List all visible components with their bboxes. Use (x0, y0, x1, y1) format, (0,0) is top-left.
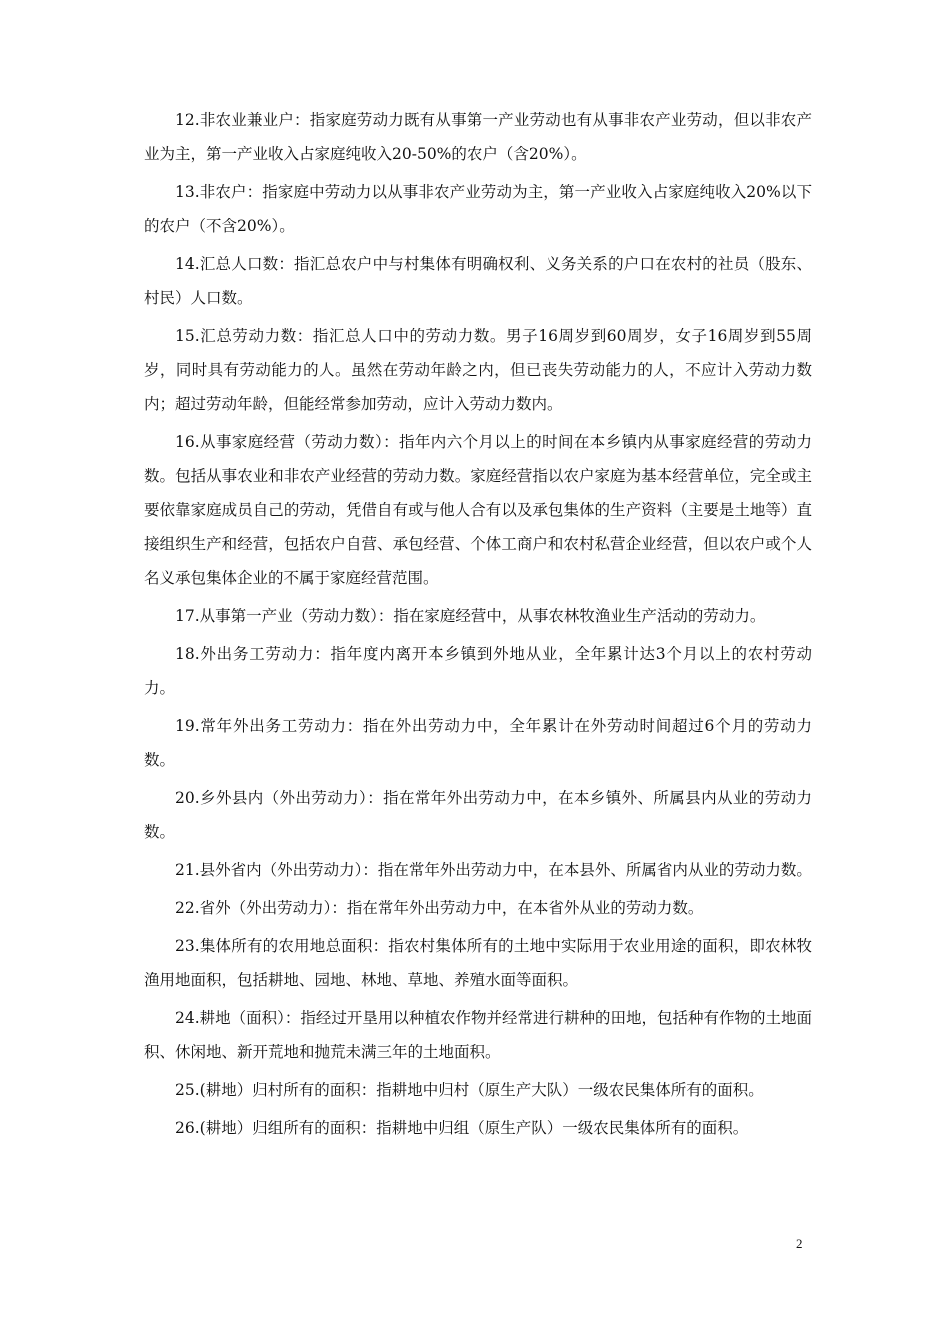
paragraph-22: 22.省外（外出劳动力）：指在常年外出劳动力中，在本省外从业的劳动力数。 (175, 899, 704, 917)
paragraph-13: 13.非农户：指家庭中劳动力以从事非农产业劳动为主，第一产业收入占家庭纯收入20%以下的农户（不含20%）。 (144, 183, 812, 235)
paragraph-16: 16.从事家庭经营（劳动力数）：指年内六个月以上的时间在本乡镇内从事家庭经营的劳动力数。包括从事农业和非农产业经营的劳动力数。家庭经营指以农户家庭为基本经营单位，完全或主要依靠家庭成员自己的劳动，凭借自有或与他人合有以及承包集体的生产资料（主要是土地等）直接组织生产和经营，包括农户自营、承包经营、个体工商户和农村私营企业经营，但以农户或个人名义承包集体企业的不属于家庭经营范围。 (144, 433, 812, 587)
paragraph-17: 17.从事第一产业（劳动力数）：指在家庭经营中，从事农林牧渔业生产活动的劳动力。 (175, 607, 766, 625)
paragraph-26: 26.(耕地）归组所有的面积：指耕地中归组（原生产队）一级农民集体所有的面积。 (175, 1119, 749, 1137)
document-body (144, 103, 812, 1149)
paragraph-19: 19.常年外出务工劳动力：指在外出劳动力中，全年累计在外劳动时间超过6个月的劳动力数。 (144, 717, 812, 769)
paragraph-15: 15.汇总劳动力数：指汇总人口中的劳动力数。男子16周岁到60周岁，女子16周岁到55周岁，同时具有劳动能力的人。虽然在劳动年龄之内，但已丧失劳动能力的人，不应计入劳动力数内；超过劳动年龄，但能经常参加劳动，应计入劳动力数内。 (144, 327, 812, 413)
paragraph-20: 20.乡外县内（外出劳动力）：指在常年外出劳动力中，在本乡镇外、所属县内从业的劳动力数。 (144, 789, 812, 841)
paragraph-21: 21.县外省内（外出劳动力）：指在常年外出劳动力中，在本县外、所属省内从业的劳动力数。 (175, 861, 812, 879)
paragraph-23: 23.集体所有的农用地总面积：指农村集体所有的土地中实际用于农业用途的面积，即农林牧渔用地面积，包括耕地、园地、林地、草地、养殖水面等面积。 (144, 937, 812, 989)
paragraph-25: 25.(耕地）归村所有的面积：指耕地中归村（原生产大队）一级农民集体所有的面积。 (175, 1081, 764, 1099)
paragraph-12: 12.非农业兼业户：指家庭劳动力既有从事第一产业劳动也有从事非农产业劳动，但以非农产业为主，第一产业收入占家庭纯收入20-50%的农户（含20%）。 (144, 111, 812, 163)
page-number: 2 (796, 1236, 803, 1251)
paragraph-24: 24.耕地（面积）：指经过开垦用以种植农作物并经常进行耕种的田地，包括种有作物的土地面积、休闲地、新开荒地和抛荒未满三年的土地面积。 (144, 1009, 812, 1061)
paragraph-14: 14.汇总人口数：指汇总农户中与村集体有明确权利、义务关系的户口在农村的社员（股东、村民）人口数。 (144, 255, 812, 307)
paragraph-18: 18.外出务工劳动力：指年度内离开本乡镇到外地从业，全年累计达3个月以上的农村劳动力。 (144, 645, 812, 697)
